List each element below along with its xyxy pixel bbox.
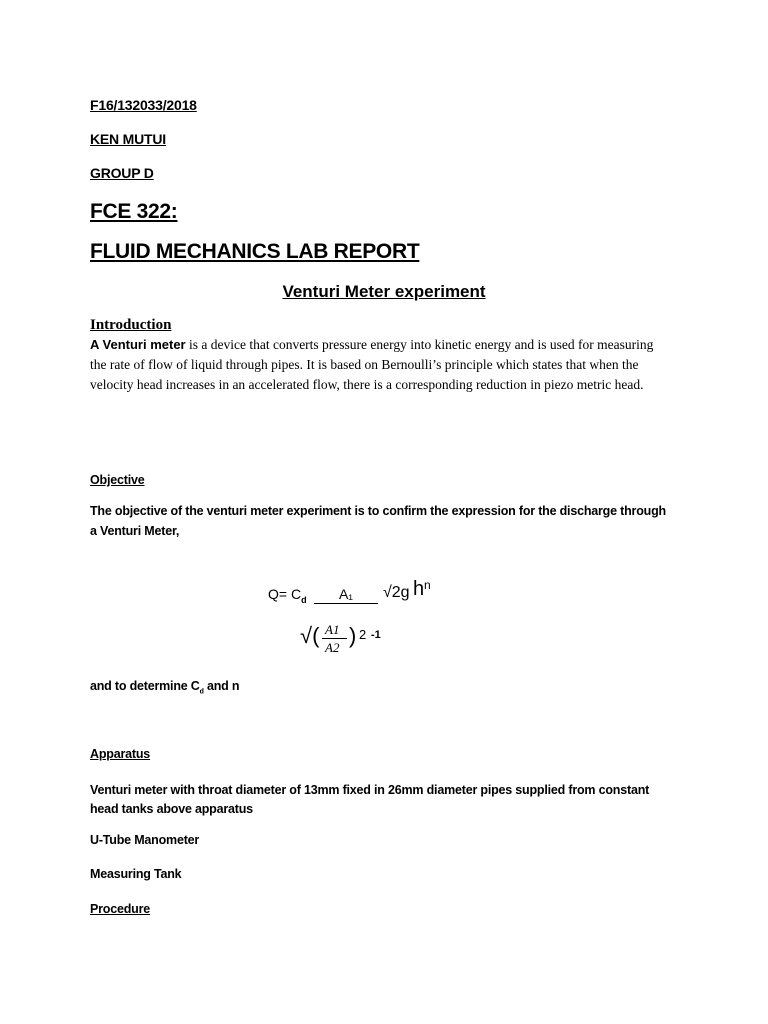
procedure-heading: Procedure <box>90 902 151 916</box>
venturi-meter-term: A Venturi meter <box>90 337 186 352</box>
formula-minus-one: -1 <box>371 629 381 641</box>
formula-root-2g: √2g <box>383 584 410 601</box>
formula-power: 2 <box>359 627 367 642</box>
introduction-paragraph <box>90 335 668 395</box>
objective-heading: Objective <box>90 473 145 487</box>
formula-denominator-root: √( <box>300 623 320 648</box>
formula-exponent: n <box>424 578 431 592</box>
formula-numerator: A₁ <box>314 586 378 604</box>
registration-number: F16/132033/2018 <box>90 97 197 113</box>
experiment-title: Venturi Meter experiment <box>282 282 486 301</box>
introduction-heading: Introduction <box>90 317 172 333</box>
determine-text: and to determine $C_d$ and n <box>90 679 240 696</box>
report-title: FLUID MECHANICS LAB REPORT <box>90 240 420 263</box>
apparatus-item: Venturi meter with throat diameter of 13mm fixed in 26mm diameter pipes supplied from constant head tanks above apparatus <box>90 783 650 816</box>
course-code: FCE 322: <box>90 200 178 223</box>
apparatus-item: Measuring Tank <box>90 867 182 881</box>
student-name: KEN MUTUI <box>90 131 166 147</box>
formula-denominator-close: ) <box>349 623 357 648</box>
fraction-bottom: A2 <box>325 640 340 655</box>
introduction-text: is a device that converts pressure energy into kinetic energy and is used for measuring the rate of flow of liquid through pipes. It is based on Bernoulli’s principle which states that when the velocity head increases in an accelerated flow, there is a corresponding reduction in piezo metric head. <box>90 337 654 392</box>
group-label: GROUP D <box>90 165 154 181</box>
apparatus-heading: Apparatus <box>90 747 151 761</box>
fraction-bar <box>322 638 347 639</box>
formula-lhs: $Q= C_d$ <box>268 586 307 605</box>
formula-h: h <box>413 578 425 600</box>
apparatus-item: U-Tube Manometer <box>90 833 200 847</box>
fraction-top: A1 <box>325 622 340 637</box>
objective-text: The objective of the venturi meter experiment is to confirm the expression for the discharge through a Venturi Meter, <box>90 504 666 538</box>
